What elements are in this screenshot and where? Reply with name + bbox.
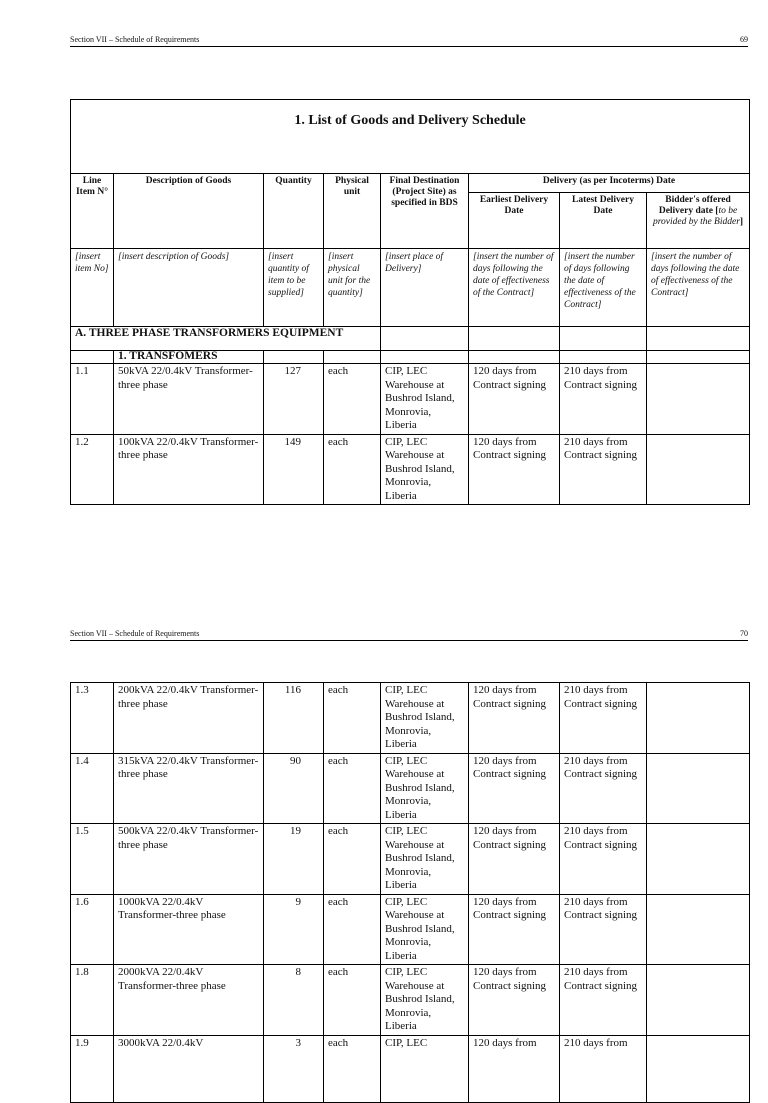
cell-quantity: 8 xyxy=(264,965,324,1036)
cell-unit: each xyxy=(324,683,381,754)
placeholder-line-item: [insert item No] xyxy=(71,249,114,327)
cell-latest-delivery: 210 days from Contract signing xyxy=(560,894,647,965)
cell-line-item: 1.2 xyxy=(71,434,114,505)
col-unit: Physical unit xyxy=(324,174,381,249)
cell-description: 1000kVA 22/0.4kV Transformer-three phase xyxy=(114,894,264,965)
cell-latest-delivery: 210 days from Contract signing xyxy=(560,434,647,505)
placeholder-destination: [insert place of Delivery] xyxy=(381,249,469,327)
table-row xyxy=(71,753,750,824)
cell-destination: CIP, LEC Warehouse at Bushrod Island, Monrovia, Liberia xyxy=(381,894,469,965)
cell-quantity: 127 xyxy=(264,364,324,435)
subsection-heading: 1. TRANSFOMERS xyxy=(114,351,264,364)
cell-bidder-date xyxy=(647,1035,750,1102)
cell-unit: each xyxy=(324,1035,381,1102)
cell-unit: each xyxy=(324,753,381,824)
col-quantity: Quantity xyxy=(264,174,324,249)
table-row xyxy=(71,965,750,1036)
cell-destination: CIP, LEC Warehouse at Bushrod Island, Monrovia, Liberia xyxy=(381,965,469,1036)
col-bidder-suffix: ] xyxy=(739,217,744,227)
cell-latest-delivery: 210 days from xyxy=(560,1035,647,1102)
placeholder-earliest: [insert the number of days following the date of effectiveness of the Contract] xyxy=(469,249,560,327)
cell-quantity: 116 xyxy=(264,683,324,754)
table-row xyxy=(71,683,750,754)
cell-line-item: 1.5 xyxy=(71,824,114,895)
col-description: Description of Goods xyxy=(114,174,264,249)
cell-latest-delivery: 210 days from Contract signing xyxy=(560,965,647,1036)
header-section-title: Section VII – Schedule of Requirements xyxy=(70,35,200,44)
cell-unit: each xyxy=(324,965,381,1036)
cell-latest-delivery: 210 days from Contract signing xyxy=(560,824,647,895)
cell-destination: CIP, LEC Warehouse at Bushrod Island, Monrovia, Liberia xyxy=(381,753,469,824)
table-row xyxy=(71,894,750,965)
page-number: 70 xyxy=(740,629,748,638)
cell-earliest-delivery: 120 days from Contract signing xyxy=(469,894,560,965)
cell-line-item: 1.3 xyxy=(71,683,114,754)
cell-destination: CIP, LEC xyxy=(381,1035,469,1102)
cell-quantity: 19 xyxy=(264,824,324,895)
cell-destination: CIP, LEC Warehouse at Bushrod Island, Monrovia, Liberia xyxy=(381,434,469,505)
cell-line-item: 1.4 xyxy=(71,753,114,824)
col-bidder-prefix: Bidder's offered Delivery date [ xyxy=(658,195,731,216)
cell-latest-delivery: 210 days from Contract signing xyxy=(560,683,647,754)
col-destination: Final Destination (Project Site) as specified in BDS xyxy=(381,174,469,249)
cell-line-item: 1.1 xyxy=(71,364,114,435)
cell-bidder-date xyxy=(647,894,750,965)
cell-bidder-date xyxy=(647,965,750,1036)
col-latest: Latest Delivery Date xyxy=(560,193,647,249)
cell-unit: each xyxy=(324,824,381,895)
cell-earliest-delivery: 120 days from Contract signing xyxy=(469,683,560,754)
cell-destination: CIP, LEC Warehouse at Bushrod Island, Monrovia, Liberia xyxy=(381,364,469,435)
cell-description: 200kVA 22/0.4kV Transformer-three phase xyxy=(114,683,264,754)
cell-earliest-delivery: 120 days from Contract signing xyxy=(469,364,560,435)
cell-unit: each xyxy=(324,894,381,965)
cell-latest-delivery: 210 days from Contract signing xyxy=(560,364,647,435)
col-line-item: Line Item N° xyxy=(71,174,114,249)
placeholder-latest: [insert the number of days following the date of effectiveness of the Contract] xyxy=(560,249,647,327)
col-delivery-group: Delivery (as per Incoterms) Date xyxy=(469,174,750,193)
page-header xyxy=(70,629,748,641)
cell-line-item: 1.8 xyxy=(71,965,114,1036)
cell-latest-delivery: 210 days from Contract signing xyxy=(560,753,647,824)
placeholder-bidder: [insert the number of days following the date of effectiveness of the Contract] xyxy=(647,249,750,327)
cell-quantity: 9 xyxy=(264,894,324,965)
cell-bidder-date xyxy=(647,753,750,824)
table-row xyxy=(71,824,750,895)
cell-unit: each xyxy=(324,364,381,435)
goods-schedule-table-continued xyxy=(70,682,750,1103)
section-heading: A. THREE PHASE TRANSFORMERS EQUIPMENT xyxy=(71,327,381,351)
cell-description: 500kVA 22/0.4kV Transformer-three phase xyxy=(114,824,264,895)
cell-description: 100kVA 22/0.4kV Transformer-three phase xyxy=(114,434,264,505)
cell-destination: CIP, LEC Warehouse at Bushrod Island, Monrovia, Liberia xyxy=(381,683,469,754)
cell-bidder-date xyxy=(647,824,750,895)
header-section-title: Section VII – Schedule of Requirements xyxy=(70,629,200,638)
cell-unit: each xyxy=(324,434,381,505)
table-title: 1. List of Goods and Delivery Schedule xyxy=(71,100,750,174)
cell-description: 2000kVA 22/0.4kV Transformer-three phase xyxy=(114,965,264,1036)
placeholder-description: [insert description of Goods] xyxy=(114,249,264,327)
col-bidder-italic: to be provided by the Bidder xyxy=(652,206,740,227)
cell-bidder-date xyxy=(647,683,750,754)
col-earliest: Earliest Delivery Date xyxy=(469,193,560,249)
cell-description: 315kVA 22/0.4kV Transformer-three phase xyxy=(114,753,264,824)
cell-line-item: 1.6 xyxy=(71,894,114,965)
cell-quantity: 3 xyxy=(264,1035,324,1102)
cell-line-item: 1.9 xyxy=(71,1035,114,1102)
table-row xyxy=(71,1035,750,1102)
cell-earliest-delivery: 120 days from Contract signing xyxy=(469,753,560,824)
cell-earliest-delivery: 120 days from xyxy=(469,1035,560,1102)
cell-earliest-delivery: 120 days from Contract signing xyxy=(469,965,560,1036)
placeholder-unit: [insert physical unit for the quantity] xyxy=(324,249,381,327)
placeholder-quantity: [insert quantity of item to be supplied] xyxy=(264,249,324,327)
cell-quantity: 90 xyxy=(264,753,324,824)
cell-destination: CIP, LEC Warehouse at Bushrod Island, Monrovia, Liberia xyxy=(381,824,469,895)
cell-description: 50kVA 22/0.4kV Transformer-three phase xyxy=(114,364,264,435)
cell-earliest-delivery: 120 days from Contract signing xyxy=(469,824,560,895)
cell-earliest-delivery: 120 days from Contract signing xyxy=(469,434,560,505)
page-number: 69 xyxy=(740,35,748,44)
cell-description: 3000kVA 22/0.4kV xyxy=(114,1035,264,1102)
cell-quantity: 149 xyxy=(264,434,324,505)
